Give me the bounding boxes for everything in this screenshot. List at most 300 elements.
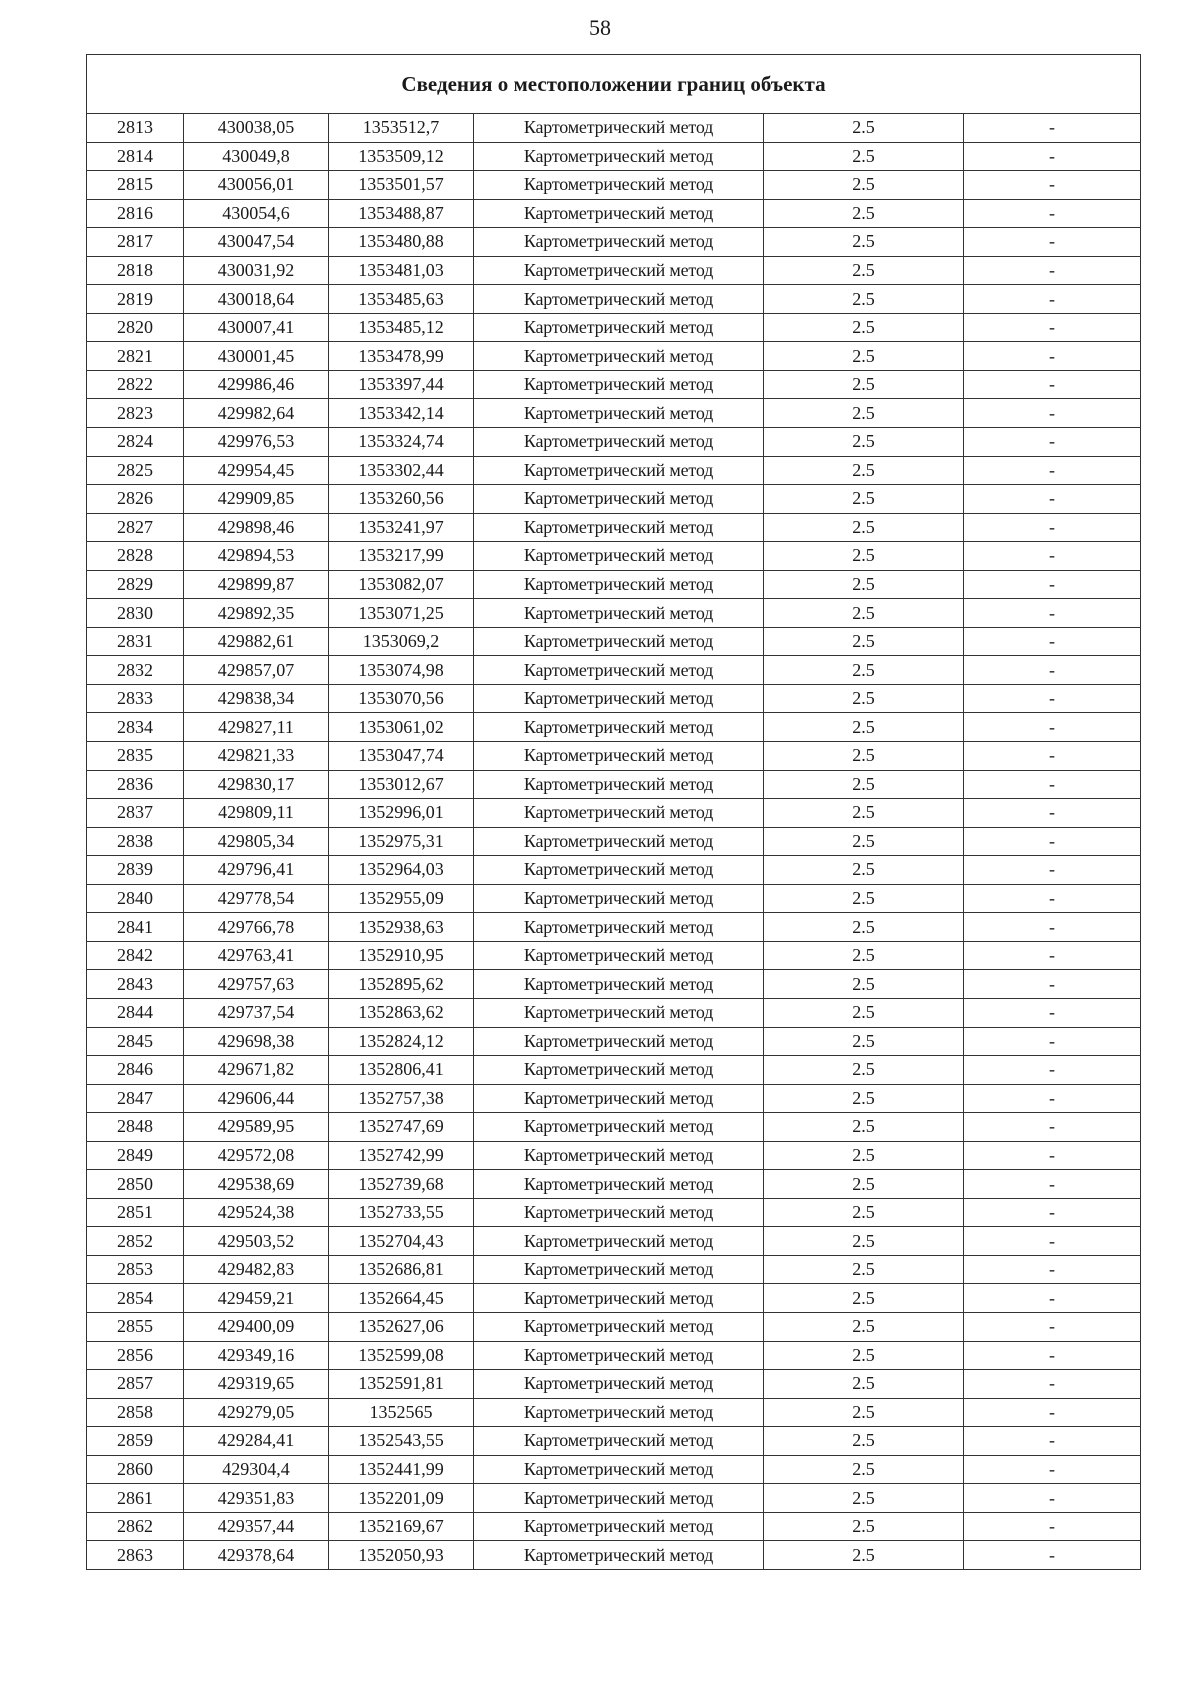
- y-coordinate-cell: 1352806,41: [329, 1056, 474, 1085]
- accuracy-cell: 2.5: [764, 941, 964, 970]
- table-row: [87, 456, 1141, 485]
- y-coordinate-cell: 1353070,56: [329, 684, 474, 713]
- note-cell: -: [964, 684, 1141, 713]
- method-cell: Картометрический метод: [474, 428, 764, 457]
- x-coordinate-cell: 429766,78: [184, 913, 329, 942]
- table-row: [87, 1512, 1141, 1541]
- table-row: [87, 1170, 1141, 1199]
- accuracy-cell: 2.5: [764, 342, 964, 371]
- table-row: [87, 1084, 1141, 1113]
- point-number-cell: 2862: [87, 1512, 184, 1541]
- point-number-cell: 2830: [87, 599, 184, 628]
- note-cell: -: [964, 313, 1141, 342]
- accuracy-cell: 2.5: [764, 1512, 964, 1541]
- note-cell: -: [964, 1141, 1141, 1170]
- note-cell: -: [964, 1027, 1141, 1056]
- accuracy-cell: 2.5: [764, 1170, 964, 1199]
- table-row: [87, 114, 1141, 143]
- point-number-cell: 2840: [87, 884, 184, 913]
- note-cell: -: [964, 1113, 1141, 1142]
- y-coordinate-cell: 1353397,44: [329, 370, 474, 399]
- point-number-cell: 2828: [87, 542, 184, 571]
- x-coordinate-cell: 429538,69: [184, 1170, 329, 1199]
- y-coordinate-cell: 1352664,45: [329, 1284, 474, 1313]
- method-cell: Картометрический метод: [474, 1284, 764, 1313]
- table-row: [87, 770, 1141, 799]
- note-cell: -: [964, 199, 1141, 228]
- method-cell: Картометрический метод: [474, 199, 764, 228]
- point-number-cell: 2820: [87, 313, 184, 342]
- accuracy-cell: 2.5: [764, 1027, 964, 1056]
- note-cell: -: [964, 513, 1141, 542]
- method-cell: Картометрический метод: [474, 827, 764, 856]
- method-cell: Картометрический метод: [474, 256, 764, 285]
- accuracy-cell: 2.5: [764, 313, 964, 342]
- x-coordinate-cell: 429892,35: [184, 599, 329, 628]
- x-coordinate-cell: 429459,21: [184, 1284, 329, 1313]
- method-cell: Картометрический метод: [474, 970, 764, 999]
- table-row: [87, 627, 1141, 656]
- point-number-cell: 2852: [87, 1227, 184, 1256]
- table-row: [87, 228, 1141, 257]
- note-cell: -: [964, 399, 1141, 428]
- accuracy-cell: 2.5: [764, 285, 964, 314]
- note-cell: -: [964, 171, 1141, 200]
- x-coordinate-cell: 429899,87: [184, 570, 329, 599]
- point-number-cell: 2847: [87, 1084, 184, 1113]
- accuracy-cell: 2.5: [764, 171, 964, 200]
- accuracy-cell: 2.5: [764, 456, 964, 485]
- y-coordinate-cell: 1353241,97: [329, 513, 474, 542]
- x-coordinate-cell: 429827,11: [184, 713, 329, 742]
- note-cell: -: [964, 342, 1141, 371]
- table-row: [87, 171, 1141, 200]
- method-cell: Картометрический метод: [474, 770, 764, 799]
- accuracy-cell: 2.5: [764, 1141, 964, 1170]
- note-cell: -: [964, 1427, 1141, 1456]
- accuracy-cell: 2.5: [764, 1427, 964, 1456]
- accuracy-cell: 2.5: [764, 1255, 964, 1284]
- note-cell: -: [964, 542, 1141, 571]
- x-coordinate-cell: 430001,45: [184, 342, 329, 371]
- point-number-cell: 2858: [87, 1398, 184, 1427]
- y-coordinate-cell: 1352910,95: [329, 941, 474, 970]
- point-number-cell: 2835: [87, 742, 184, 771]
- note-cell: -: [964, 1312, 1141, 1341]
- table-row: [87, 1341, 1141, 1370]
- point-number-cell: 2839: [87, 856, 184, 885]
- table-row: [87, 1141, 1141, 1170]
- accuracy-cell: 2.5: [764, 713, 964, 742]
- y-coordinate-cell: 1353485,12: [329, 313, 474, 342]
- method-cell: Картометрический метод: [474, 884, 764, 913]
- note-cell: -: [964, 1255, 1141, 1284]
- y-coordinate-cell: 1353074,98: [329, 656, 474, 685]
- point-number-cell: 2863: [87, 1541, 184, 1570]
- method-cell: Картометрический метод: [474, 228, 764, 257]
- accuracy-cell: 2.5: [764, 1341, 964, 1370]
- note-cell: -: [964, 884, 1141, 913]
- point-number-cell: 2833: [87, 684, 184, 713]
- accuracy-cell: 2.5: [764, 1056, 964, 1085]
- point-number-cell: 2851: [87, 1198, 184, 1227]
- y-coordinate-cell: 1352201,09: [329, 1484, 474, 1513]
- y-coordinate-cell: 1352441,99: [329, 1455, 474, 1484]
- method-cell: Картометрический метод: [474, 171, 764, 200]
- table-title: Сведения о местоположении границ объекта: [87, 55, 1141, 114]
- y-coordinate-cell: 1353488,87: [329, 199, 474, 228]
- x-coordinate-cell: 429378,64: [184, 1541, 329, 1570]
- note-cell: -: [964, 1198, 1141, 1227]
- accuracy-cell: 2.5: [764, 199, 964, 228]
- accuracy-cell: 2.5: [764, 799, 964, 828]
- method-cell: Картометрический метод: [474, 1427, 764, 1456]
- accuracy-cell: 2.5: [764, 1398, 964, 1427]
- table-row: [87, 913, 1141, 942]
- table-row: [87, 1056, 1141, 1085]
- method-cell: Картометрический метод: [474, 1312, 764, 1341]
- method-cell: Картометрический метод: [474, 1398, 764, 1427]
- y-coordinate-cell: 1353217,99: [329, 542, 474, 571]
- accuracy-cell: 2.5: [764, 542, 964, 571]
- x-coordinate-cell: 430007,41: [184, 313, 329, 342]
- point-number-cell: 2849: [87, 1141, 184, 1170]
- note-cell: -: [964, 1484, 1141, 1513]
- y-coordinate-cell: 1352704,43: [329, 1227, 474, 1256]
- table-row: [87, 1227, 1141, 1256]
- note-cell: -: [964, 485, 1141, 514]
- x-coordinate-cell: 429909,85: [184, 485, 329, 514]
- point-number-cell: 2816: [87, 199, 184, 228]
- method-cell: Картометрический метод: [474, 313, 764, 342]
- table-title-row: [87, 55, 1141, 114]
- boundary-coordinates-table: [86, 54, 1141, 1570]
- accuracy-cell: 2.5: [764, 1198, 964, 1227]
- y-coordinate-cell: 1352955,09: [329, 884, 474, 913]
- note-cell: -: [964, 913, 1141, 942]
- note-cell: -: [964, 998, 1141, 1027]
- x-coordinate-cell: 429763,41: [184, 941, 329, 970]
- accuracy-cell: 2.5: [764, 656, 964, 685]
- accuracy-cell: 2.5: [764, 998, 964, 1027]
- table-row: [87, 285, 1141, 314]
- note-cell: -: [964, 599, 1141, 628]
- accuracy-cell: 2.5: [764, 1370, 964, 1399]
- table-row: [87, 485, 1141, 514]
- y-coordinate-cell: 1353512,7: [329, 114, 474, 143]
- x-coordinate-cell: 429737,54: [184, 998, 329, 1027]
- point-number-cell: 2855: [87, 1312, 184, 1341]
- method-cell: Картометрический метод: [474, 1141, 764, 1170]
- x-coordinate-cell: 429400,09: [184, 1312, 329, 1341]
- x-coordinate-cell: 429830,17: [184, 770, 329, 799]
- y-coordinate-cell: 1353302,44: [329, 456, 474, 485]
- y-coordinate-cell: 1353324,74: [329, 428, 474, 457]
- note-cell: -: [964, 799, 1141, 828]
- x-coordinate-cell: 429589,95: [184, 1113, 329, 1142]
- note-cell: -: [964, 1170, 1141, 1199]
- accuracy-cell: 2.5: [764, 513, 964, 542]
- note-cell: -: [964, 370, 1141, 399]
- accuracy-cell: 2.5: [764, 114, 964, 143]
- y-coordinate-cell: 1352627,06: [329, 1312, 474, 1341]
- table-row: [87, 1198, 1141, 1227]
- x-coordinate-cell: 429982,64: [184, 399, 329, 428]
- point-number-cell: 2819: [87, 285, 184, 314]
- accuracy-cell: 2.5: [764, 142, 964, 171]
- accuracy-cell: 2.5: [764, 1484, 964, 1513]
- table-row: [87, 370, 1141, 399]
- accuracy-cell: 2.5: [764, 1113, 964, 1142]
- y-coordinate-cell: 1352050,93: [329, 1541, 474, 1570]
- x-coordinate-cell: 430038,05: [184, 114, 329, 143]
- accuracy-cell: 2.5: [764, 1227, 964, 1256]
- table-row: [87, 1113, 1141, 1142]
- y-coordinate-cell: 1352975,31: [329, 827, 474, 856]
- note-cell: -: [964, 656, 1141, 685]
- note-cell: -: [964, 827, 1141, 856]
- method-cell: Картометрический метод: [474, 456, 764, 485]
- x-coordinate-cell: 429894,53: [184, 542, 329, 571]
- note-cell: -: [964, 256, 1141, 285]
- accuracy-cell: 2.5: [764, 370, 964, 399]
- y-coordinate-cell: 1352739,68: [329, 1170, 474, 1199]
- point-number-cell: 2854: [87, 1284, 184, 1313]
- table-row: [87, 1541, 1141, 1570]
- accuracy-cell: 2.5: [764, 1284, 964, 1313]
- accuracy-cell: 2.5: [764, 399, 964, 428]
- x-coordinate-cell: 429757,63: [184, 970, 329, 999]
- point-number-cell: 2837: [87, 799, 184, 828]
- method-cell: Картометрический метод: [474, 1027, 764, 1056]
- y-coordinate-cell: 1352565: [329, 1398, 474, 1427]
- y-coordinate-cell: 1352938,63: [329, 913, 474, 942]
- point-number-cell: 2838: [87, 827, 184, 856]
- x-coordinate-cell: 429857,07: [184, 656, 329, 685]
- table-row: [87, 1284, 1141, 1313]
- point-number-cell: 2834: [87, 713, 184, 742]
- point-number-cell: 2844: [87, 998, 184, 1027]
- table-row: [87, 998, 1141, 1027]
- table-row: [87, 1370, 1141, 1399]
- x-coordinate-cell: 429304,4: [184, 1455, 329, 1484]
- accuracy-cell: 2.5: [764, 884, 964, 913]
- method-cell: Картометрический метод: [474, 542, 764, 571]
- note-cell: -: [964, 1370, 1141, 1399]
- point-number-cell: 2827: [87, 513, 184, 542]
- point-number-cell: 2826: [87, 485, 184, 514]
- note-cell: -: [964, 627, 1141, 656]
- note-cell: -: [964, 1084, 1141, 1113]
- table-row: [87, 1398, 1141, 1427]
- table-row: [87, 1484, 1141, 1513]
- note-cell: -: [964, 456, 1141, 485]
- accuracy-cell: 2.5: [764, 913, 964, 942]
- method-cell: Картометрический метод: [474, 799, 764, 828]
- x-coordinate-cell: 429898,46: [184, 513, 329, 542]
- x-coordinate-cell: 429796,41: [184, 856, 329, 885]
- note-cell: -: [964, 1227, 1141, 1256]
- y-coordinate-cell: 1352964,03: [329, 856, 474, 885]
- table-row: [87, 1312, 1141, 1341]
- method-cell: Картометрический метод: [474, 599, 764, 628]
- y-coordinate-cell: 1352742,99: [329, 1141, 474, 1170]
- x-coordinate-cell: 429572,08: [184, 1141, 329, 1170]
- page-number: 58: [589, 15, 611, 40]
- method-cell: Картометрический метод: [474, 1056, 764, 1085]
- point-number-cell: 2842: [87, 941, 184, 970]
- point-number-cell: 2850: [87, 1170, 184, 1199]
- x-coordinate-cell: 429805,34: [184, 827, 329, 856]
- x-coordinate-cell: 429838,34: [184, 684, 329, 713]
- note-cell: -: [964, 941, 1141, 970]
- table-row: [87, 941, 1141, 970]
- note-cell: -: [964, 1398, 1141, 1427]
- table-row: [87, 656, 1141, 685]
- note-cell: -: [964, 1284, 1141, 1313]
- method-cell: Картометрический метод: [474, 142, 764, 171]
- table-row: [87, 142, 1141, 171]
- table-row: [87, 256, 1141, 285]
- method-cell: Картометрический метод: [474, 1113, 764, 1142]
- note-cell: -: [964, 114, 1141, 143]
- x-coordinate-cell: 430054,6: [184, 199, 329, 228]
- x-coordinate-cell: 429882,61: [184, 627, 329, 656]
- method-cell: Картометрический метод: [474, 627, 764, 656]
- method-cell: Картометрический метод: [474, 713, 764, 742]
- accuracy-cell: 2.5: [764, 228, 964, 257]
- table-row: [87, 713, 1141, 742]
- method-cell: Картометрический метод: [474, 1227, 764, 1256]
- table-row: [87, 342, 1141, 371]
- method-cell: Картометрический метод: [474, 114, 764, 143]
- note-cell: -: [964, 142, 1141, 171]
- note-cell: -: [964, 428, 1141, 457]
- table-row: [87, 684, 1141, 713]
- table-row: [87, 313, 1141, 342]
- point-number-cell: 2831: [87, 627, 184, 656]
- x-coordinate-cell: 429482,83: [184, 1255, 329, 1284]
- x-coordinate-cell: 429349,16: [184, 1341, 329, 1370]
- accuracy-cell: 2.5: [764, 428, 964, 457]
- point-number-cell: 2823: [87, 399, 184, 428]
- table-row: [87, 827, 1141, 856]
- point-number-cell: 2846: [87, 1056, 184, 1085]
- table-row: [87, 884, 1141, 913]
- y-coordinate-cell: 1353501,57: [329, 171, 474, 200]
- point-number-cell: 2856: [87, 1341, 184, 1370]
- accuracy-cell: 2.5: [764, 856, 964, 885]
- point-number-cell: 2814: [87, 142, 184, 171]
- note-cell: -: [964, 970, 1141, 999]
- table-row: [87, 570, 1141, 599]
- note-cell: -: [964, 570, 1141, 599]
- accuracy-cell: 2.5: [764, 684, 964, 713]
- note-cell: -: [964, 1056, 1141, 1085]
- y-coordinate-cell: 1352591,81: [329, 1370, 474, 1399]
- note-cell: -: [964, 713, 1141, 742]
- table-row: [87, 1255, 1141, 1284]
- x-coordinate-cell: 430047,54: [184, 228, 329, 257]
- x-coordinate-cell: 429503,52: [184, 1227, 329, 1256]
- method-cell: Картометрический метод: [474, 342, 764, 371]
- method-cell: Картометрический метод: [474, 399, 764, 428]
- point-number-cell: 2859: [87, 1427, 184, 1456]
- y-coordinate-cell: 1352686,81: [329, 1255, 474, 1284]
- table-row: [87, 542, 1141, 571]
- y-coordinate-cell: 1352733,55: [329, 1198, 474, 1227]
- point-number-cell: 2861: [87, 1484, 184, 1513]
- point-number-cell: 2860: [87, 1455, 184, 1484]
- x-coordinate-cell: 429986,46: [184, 370, 329, 399]
- y-coordinate-cell: 1352543,55: [329, 1427, 474, 1456]
- method-cell: Картометрический метод: [474, 1370, 764, 1399]
- x-coordinate-cell: 429357,44: [184, 1512, 329, 1541]
- table-row: [87, 742, 1141, 771]
- y-coordinate-cell: 1353069,2: [329, 627, 474, 656]
- y-coordinate-cell: 1352599,08: [329, 1341, 474, 1370]
- y-coordinate-cell: 1353481,03: [329, 256, 474, 285]
- point-number-cell: 2829: [87, 570, 184, 599]
- table-body: [87, 114, 1141, 1570]
- point-number-cell: 2824: [87, 428, 184, 457]
- table-row: [87, 513, 1141, 542]
- method-cell: Картометрический метод: [474, 1455, 764, 1484]
- x-coordinate-cell: 429284,41: [184, 1427, 329, 1456]
- y-coordinate-cell: 1352863,62: [329, 998, 474, 1027]
- method-cell: Картометрический метод: [474, 570, 764, 599]
- point-number-cell: 2845: [87, 1027, 184, 1056]
- method-cell: Картометрический метод: [474, 941, 764, 970]
- y-coordinate-cell: 1353071,25: [329, 599, 474, 628]
- point-number-cell: 2818: [87, 256, 184, 285]
- method-cell: Картометрический метод: [474, 742, 764, 771]
- y-coordinate-cell: 1352169,67: [329, 1512, 474, 1541]
- y-coordinate-cell: 1353012,67: [329, 770, 474, 799]
- table-row: [87, 1427, 1141, 1456]
- x-coordinate-cell: 430056,01: [184, 171, 329, 200]
- method-cell: Картометрический метод: [474, 1255, 764, 1284]
- point-number-cell: 2825: [87, 456, 184, 485]
- y-coordinate-cell: 1352747,69: [329, 1113, 474, 1142]
- table-row: [87, 970, 1141, 999]
- table-row: [87, 599, 1141, 628]
- method-cell: Картометрический метод: [474, 1084, 764, 1113]
- note-cell: -: [964, 1455, 1141, 1484]
- method-cell: Картометрический метод: [474, 1541, 764, 1570]
- point-number-cell: 2836: [87, 770, 184, 799]
- method-cell: Картометрический метод: [474, 513, 764, 542]
- x-coordinate-cell: 430031,92: [184, 256, 329, 285]
- x-coordinate-cell: 429778,54: [184, 884, 329, 913]
- method-cell: Картометрический метод: [474, 1341, 764, 1370]
- accuracy-cell: 2.5: [764, 1541, 964, 1570]
- note-cell: -: [964, 1541, 1141, 1570]
- accuracy-cell: 2.5: [764, 742, 964, 771]
- y-coordinate-cell: 1353509,12: [329, 142, 474, 171]
- y-coordinate-cell: 1352757,38: [329, 1084, 474, 1113]
- table-row: [87, 799, 1141, 828]
- table-row: [87, 1455, 1141, 1484]
- accuracy-cell: 2.5: [764, 485, 964, 514]
- method-cell: Картометрический метод: [474, 913, 764, 942]
- method-cell: Картометрический метод: [474, 684, 764, 713]
- note-cell: -: [964, 1341, 1141, 1370]
- note-cell: -: [964, 1512, 1141, 1541]
- x-coordinate-cell: 429319,65: [184, 1370, 329, 1399]
- accuracy-cell: 2.5: [764, 599, 964, 628]
- table-row: [87, 399, 1141, 428]
